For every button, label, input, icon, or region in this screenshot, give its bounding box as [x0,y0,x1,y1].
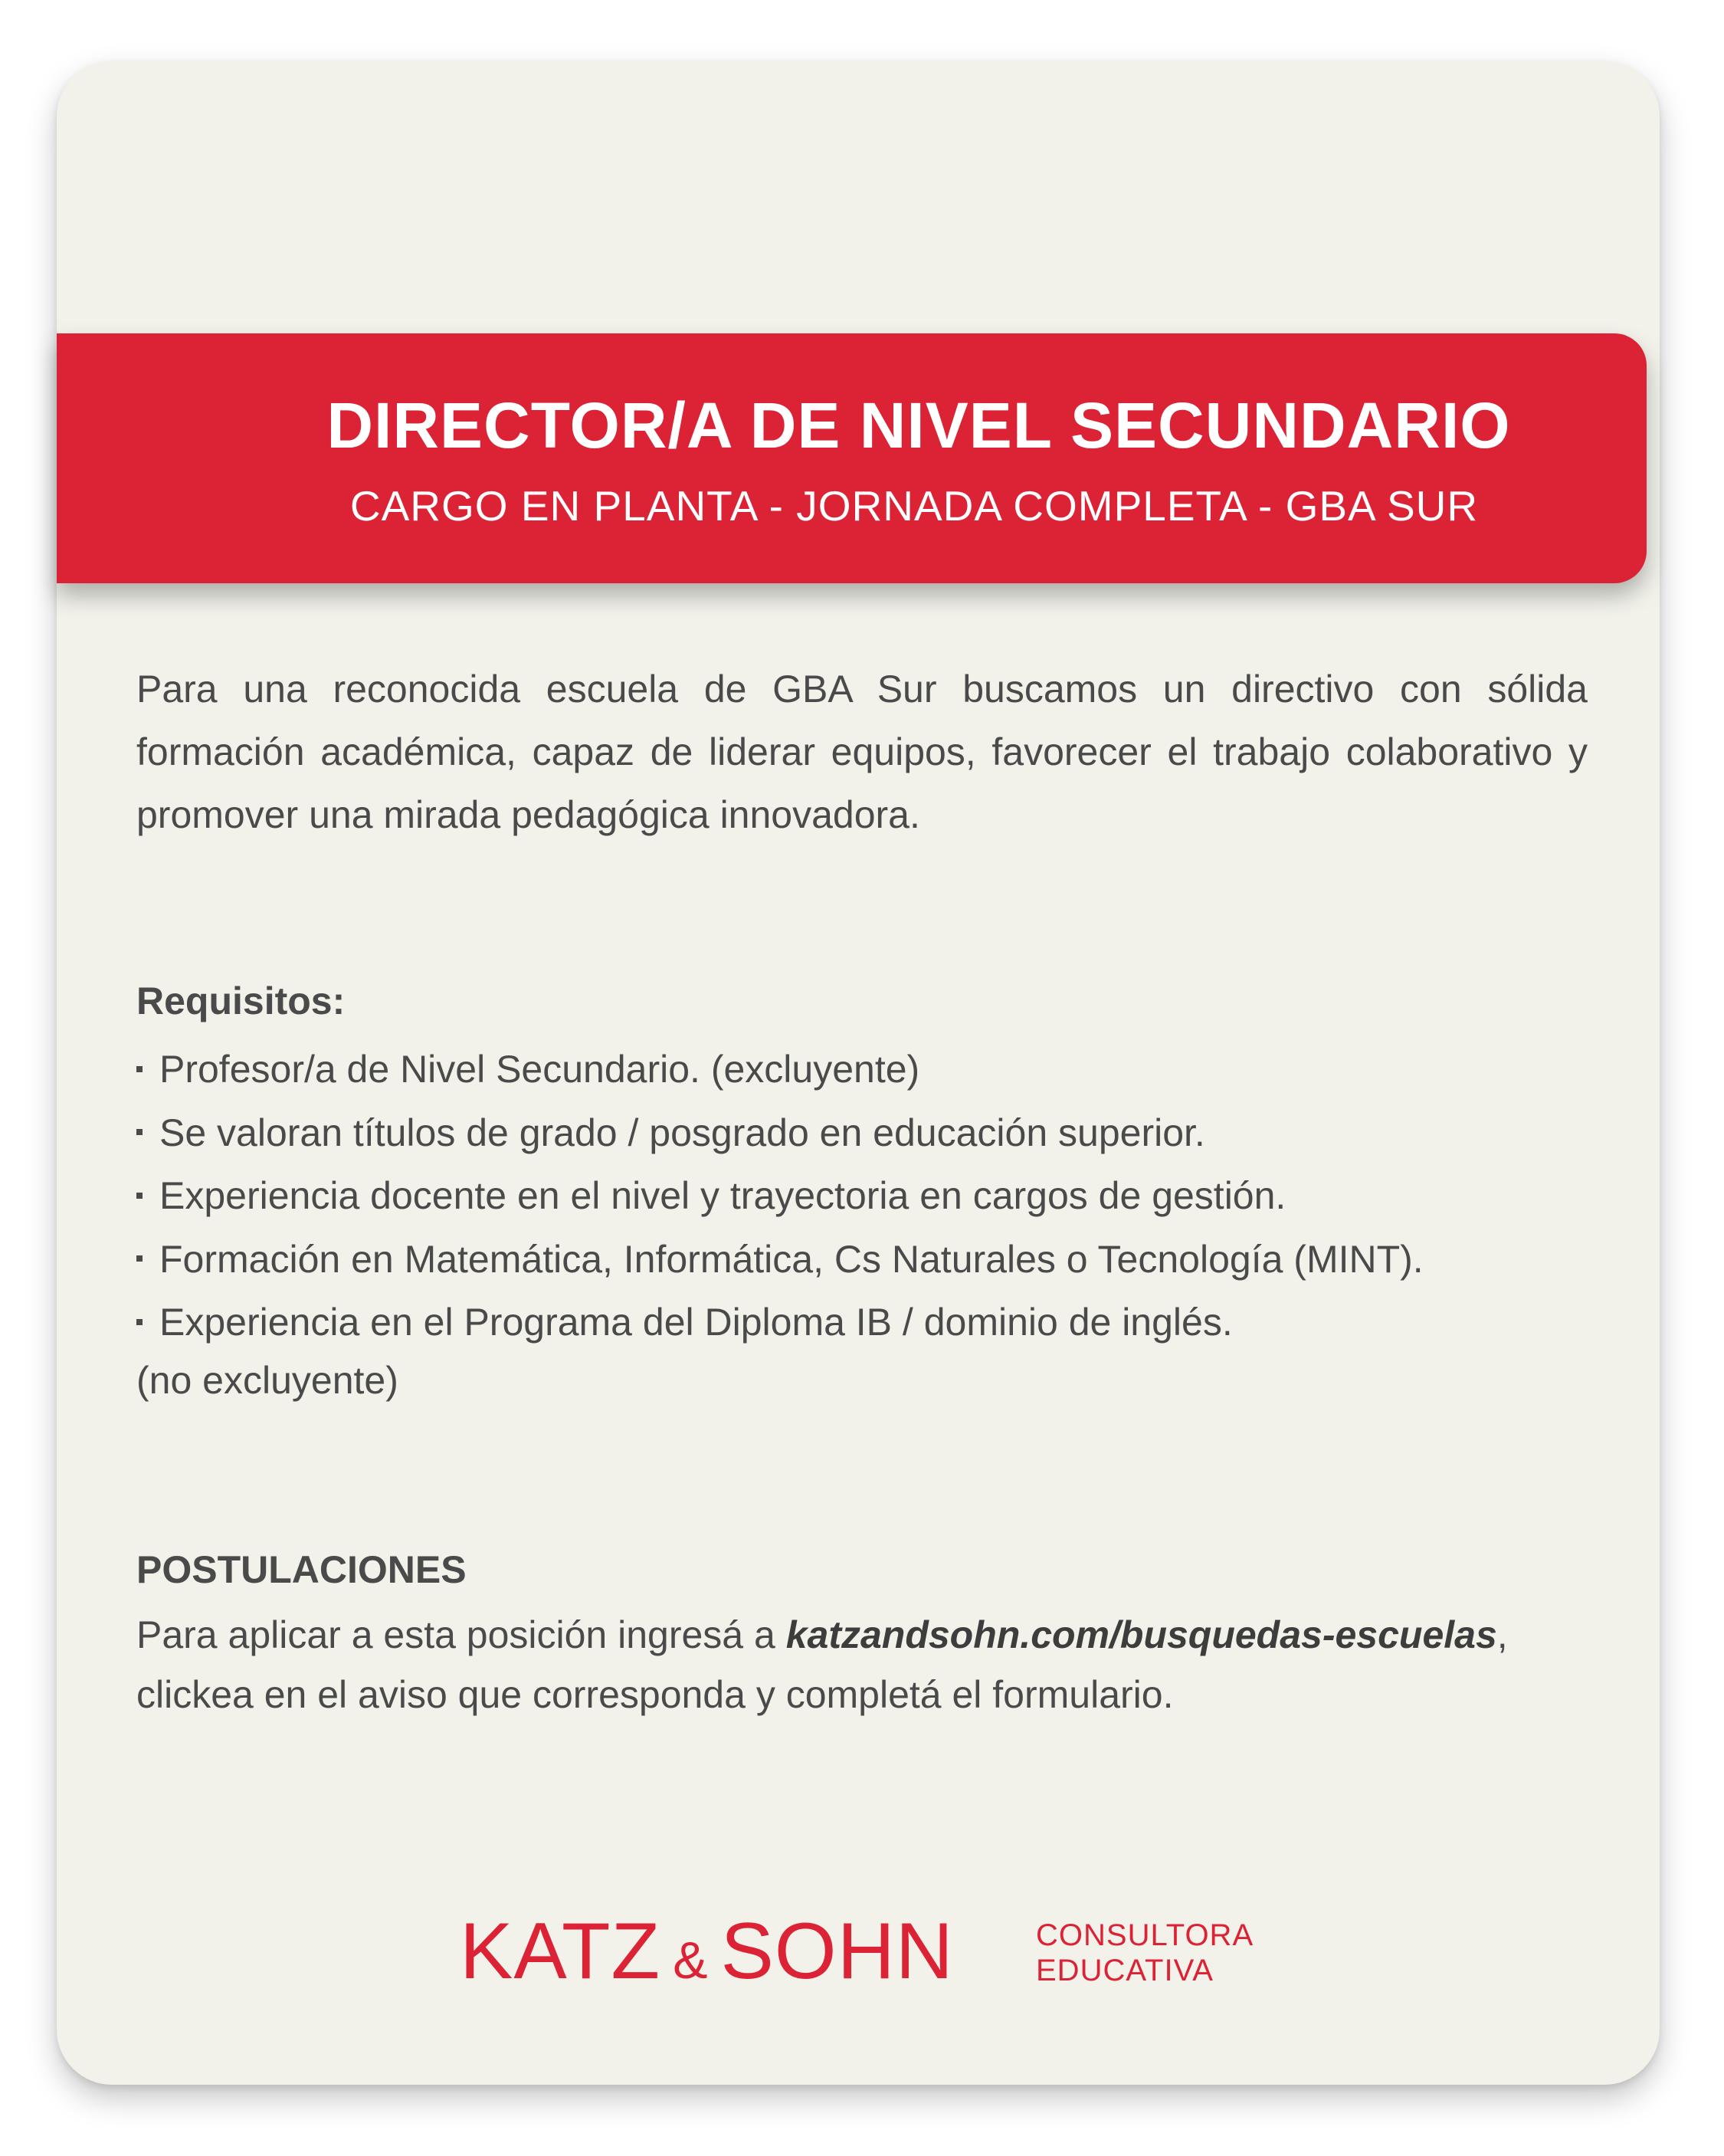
logo-wordmark: KATZ & SOHN [460,1907,954,1996]
requirement-item: Profesor/a de Nivel Secundario. (excluyente) [136,1038,1588,1101]
logo-tagline: CONSULTORA EDUCATIVA [1036,1918,1254,1987]
bullet-icon [136,1066,143,1072]
intro-paragraph: Para una reconocida escuela de GBA Sur buscamos un directivo con sólida formación académica, capaz de liderar equipos, favorecer el trabajo colaborativo y promover una mirada pedagógica innovadora. [136,668,1588,836]
requirement-item: Experiencia docente en el nivel y trayectoria en cargos de gestión. [136,1164,1588,1228]
bullet-icon [136,1193,143,1199]
bullet-icon [136,1255,143,1262]
title-banner [57,333,1647,583]
job-title: DIRECTOR/A DE NIVEL SECUNDARIO [326,389,1511,461]
requirements-heading: Requisitos: [136,980,346,1022]
requirement-item: Formación en Matemática, Informática, Cs Naturales o Tecnología (MINT). [136,1228,1588,1291]
applications-text: Para aplicar a esta posición ingresá a katzandsohn.com/busquedas-escuelas, clickea en el aviso que corresponda y completá el formulario. [136,1613,1508,1716]
requirement-item: Se valoran títulos de grado / posgrado en educación superior. [136,1101,1588,1165]
bullet-icon [136,1319,143,1325]
job-subtitle: CARGO EN PLANTA - JORNADA COMPLETA - GBA SUR [349,482,1479,530]
requirements-note: (no excluyente) [136,1359,398,1402]
requirements-list [136,1038,1588,1354]
applications-heading: POSTULACIONES [136,1548,467,1591]
requirement-item: Experiencia en el Programa del Diploma IB / dominio de inglés. [136,1291,1588,1354]
applications-link[interactable]: katzandsohn.com/busquedas-escuelas [785,1613,1497,1656]
bullet-icon [136,1129,143,1135]
